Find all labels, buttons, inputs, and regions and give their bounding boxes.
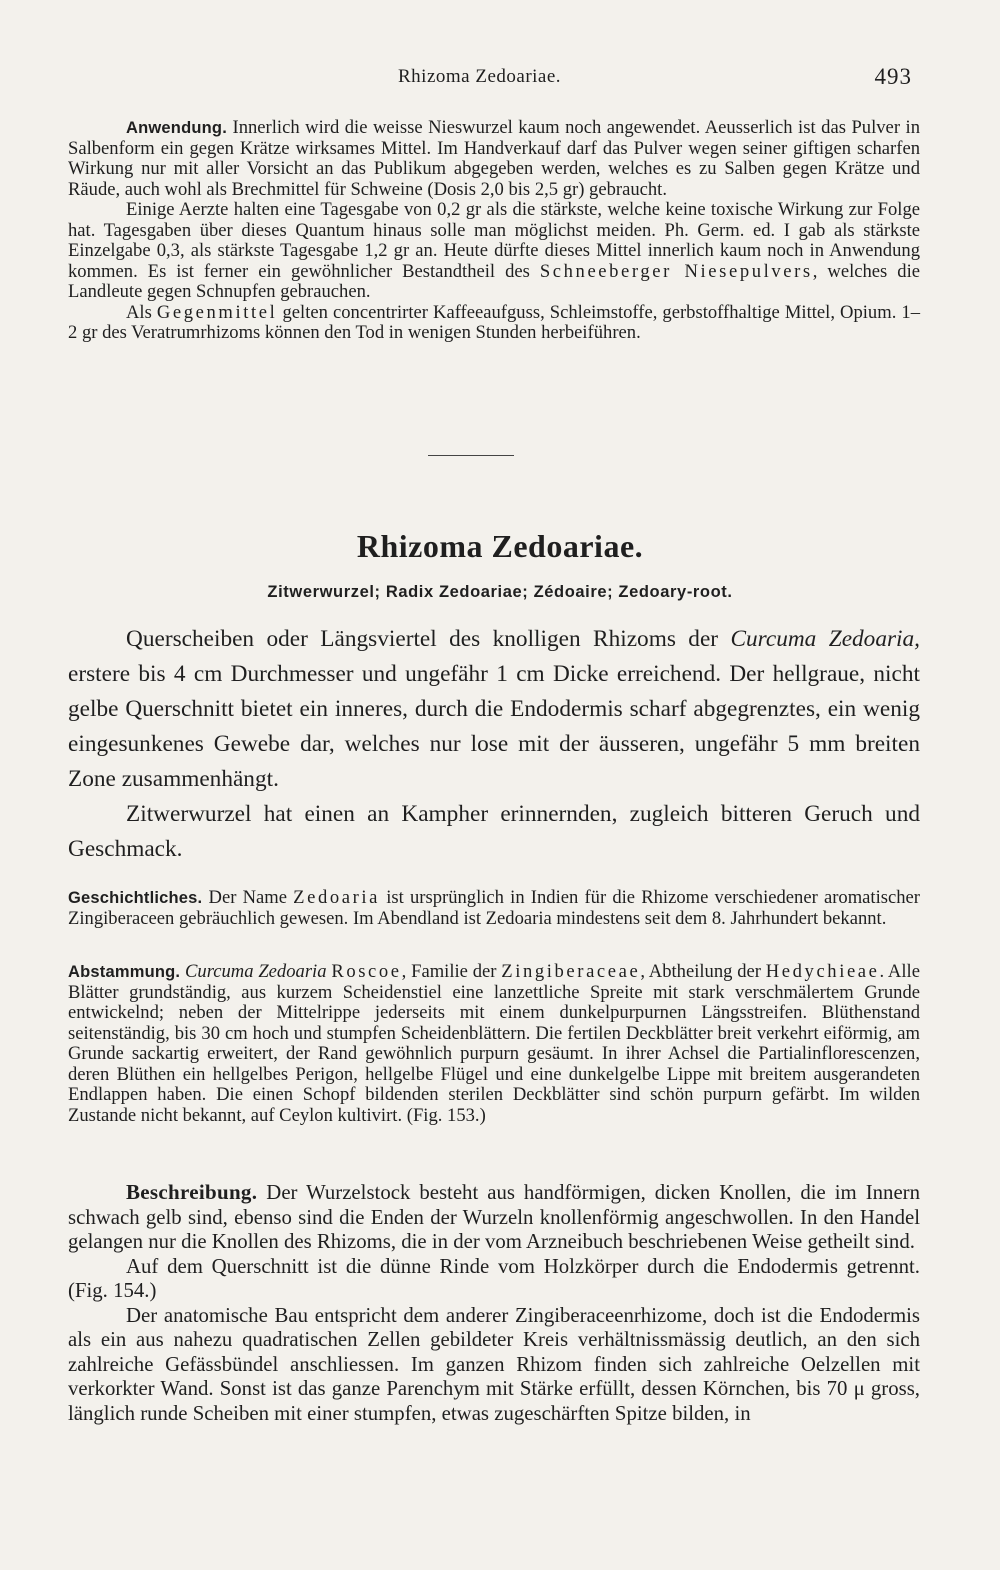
section-divider	[428, 455, 514, 456]
section-title: Rhizoma Zedoariae.	[356, 528, 644, 564]
anwendung-paragraph-3	[68, 303, 920, 344]
anwendung-paragraph-2	[68, 200, 920, 303]
geschichte-heading: Geschichtliches.	[68, 889, 203, 907]
abstammung-text-a: , Familie der	[401, 961, 502, 982]
description-paragraph-2: Zitwerwurzel hat einen an Kampher erinnernden, zugleich bitteren Geruch und Geschmack.	[68, 801, 920, 862]
page-number: 493	[874, 64, 912, 89]
anwendung-section	[68, 118, 920, 344]
description-paragraph-1	[68, 622, 920, 797]
geschichte-paragraph	[68, 888, 920, 929]
abstammung-heading: Abstammung.	[68, 963, 181, 981]
abstammung-section	[68, 962, 920, 1126]
anwendung-text-2a: Einige Aerzte halten eine Tagesgabe von 0,2 gr als die stärkste, welche keine toxische Wirkung zur Folge hat. Tagesgaben über dieses Quantum hinaus solle man möglichst meiden. Ph. Germ. ed. I gab als stärkste Einzelgabe 0,3, als stärkste Tagesgabe 1,2 gr an. Heute dürfte dieses Mittel innerlich kaum noch in Anwendung kommen. Es ist ferner ein gewöhnlicher Bestandtheil des	[68, 199, 920, 282]
abstammung-text-c: . Alle Blätter grundständig, aus kurzem Scheidenstiel eine lanzettliche Spreite mit stark verschmälertem Grunde entwickelnd; neben der Mittelrippe jederseits mit einem dunkelpurpurnen Längsstreifen. Blüthenstand seitenständig, bis 30 cm hoch und stumpfen Scheidenblättern. Die fertilen Deckblätter breit verkehrt eiförmig, am Grunde sackartig erweitert, der Rand gewöhnlich purpurn gesäumt. In ihrer Achsel die Partialinflorescenzen, deren Blüthen ein hellgelbes Perigon, hellgelbe Flügel und eine dunkelgelbe Lippe mit breitem ausgerandeten Endlappen haben. Die einen Schopf bildenden sterilen Deckblätter sind schön purpurn gefärbt. Im wilden Zustande nicht bekannt, auf Ceylon kultivirt. (Fig. 153.)	[68, 961, 920, 1126]
beschreibung-paragraph-3: Der anatomische Bau entspricht dem anderer Zingiberaceenrhizome, doch ist die Endodermis als ein aus nahezu quadratischen Zellen gebildeter Kreis verhältnissmässig deutlich, an den sich zahlreiche Gefässbündel anschliessen. Im ganzen Rhizom finden sich zahlreiche Oelzellen mit verkorkter Wand. Sonst ist das ganze Parenchym mit Stärke erfüllt, dessen Körnchen, bis 70 μ gross, länglich runde Scheiben mit einer stumpfen, etwas zugeschärften Spitze bilden, in	[68, 1303, 920, 1425]
description-section	[68, 622, 920, 867]
beschreibung-text-1: Der Wurzelstock besteht aus handförmigen, dicken Knollen, die im Innern schwach gelb sind, ebenso sind die Enden der Wurzeln knollenförmig angeschwollen. In den Handel gelangen nur die Knollen des Rhizoms, die in der vom Arzneibuch beschriebenen Weise getheilt sind.	[68, 1181, 920, 1253]
abstammung-text-b: , Abtheilung der	[640, 961, 766, 982]
gegenmittel-term: Gegenmittel	[156, 301, 278, 323]
anwendung-spaced-term: Schneeberger Niesepulvers	[539, 260, 813, 282]
beschreibung-section	[68, 1180, 920, 1426]
species-name: Curcuma Zedoaria,	[730, 626, 920, 652]
geschichte-section	[68, 888, 920, 929]
description-text-1b: erstere bis 4 cm Durchmesser und ungefähr 1 cm Dicke erreichend. Der hellgraue, nicht gelbe Querschnitt bietet ein inneres, durch die Endodermis scharf abgegrenztes, ein wenig eingesunkenes Gewebe dar, welches nur lose mit der äusseren, ungefähr 5 mm breiten Zone zusammenhängt.	[68, 661, 920, 792]
beschreibung-paragraph-2: Auf dem Querschnitt ist die dünne Rinde vom Holzkörper durch die Endodermis getrennt. (Fig. 154.)	[68, 1254, 920, 1302]
anwendung-text-3: gelten concentrirter Kaffeeaufguss, Schleimstoffe, gerbstoffhaltige Mittel, Opium. 1–2 gr des Veratrumrhizoms können den Tod in wenigen Stunden herbeiführen.	[68, 301, 920, 343]
abstammung-paragraph	[68, 962, 920, 1126]
running-title: Rhizoma Zedoariae.	[398, 66, 562, 87]
anwendung-heading: Anwendung.	[126, 119, 227, 137]
anwendung-text-3-prefix: Als	[126, 301, 157, 323]
geschichte-text-a: Der Name	[208, 887, 294, 908]
tribe-name: Hedychieae	[765, 961, 880, 982]
beschreibung-paragraph-1	[68, 1180, 920, 1255]
abstammung-species: Curcuma Zedoaria	[185, 961, 327, 982]
running-header	[0, 66, 1000, 96]
anwendung-text-1: Innerlich wird die weisse Nieswurzel kaum noch angewendet. Aeusserlich ist das Pulver in Salbenform ein gegen Krätze wirksames Mittel. Im Handverkauf darf das Pulver wegen seiner giftigen scharfen Wirkung nur mit aller Vorsicht an das Publikum abgegeben werden, welches es zu Salben gegen Krätze und Räude, auch wohl als Brechmittel für Schweine (Dosis 2,0 bis 2,5 gr) gebraucht.	[68, 117, 920, 200]
anwendung-paragraph-1	[68, 118, 920, 200]
beschreibung-heading: Beschreibung.	[126, 1180, 258, 1204]
description-text-1a: Querscheiben oder Längsviertel des knolligen Rhizoms der	[126, 626, 731, 652]
family-name: Zingiberaceae	[501, 961, 641, 982]
zedoaria-term: Zedoaria	[293, 887, 381, 908]
author-name: Roscoe	[331, 961, 402, 982]
geschichte-text-b: ist ursprünglich in Indien für die Rhizome verschiedener aromatischer Zingiberaceen gebräuchlich gewesen. Im Abendland ist Zedoaria mindestens seit dem 8. Jahrhundert bekannt.	[68, 887, 920, 929]
section-subtitle: Zitwerwurzel; Radix Zedoariae; Zédoaire; Zedoary-root.	[267, 583, 733, 601]
anwendung-text-2b: , welches die Landleute gegen Schnupfen gebrauchen.	[68, 260, 921, 302]
